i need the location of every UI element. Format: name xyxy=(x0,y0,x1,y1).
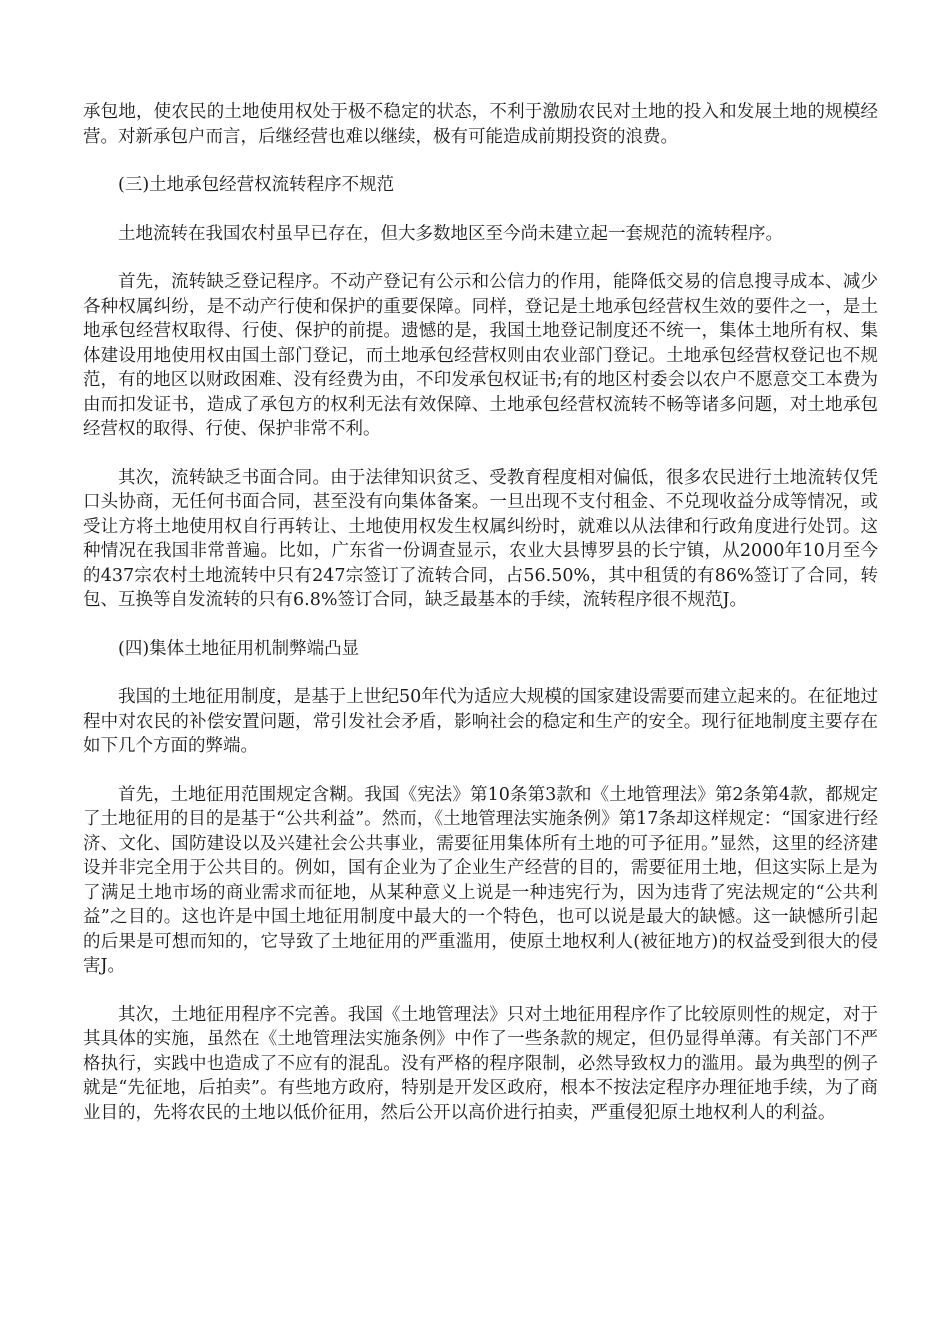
paragraph: 其次，土地征用程序不完善。我国《土地管理法》只对土地征用程序作了比较原则性的规定，对于其具体的实施，虽然在《土地管理法实施条例》中作了一些条款的规定，但仍显得单薄。有关部门不严格执行，实践中也造成了不应有的混乱。没有严格的程序限制，必然导致权力的滥用。最为典型的例子就是“先征地，后拍卖”。有些地方政府，特别是开发区政府，根本不按法定程序办理征地手续，为了商业目的，先将农民的土地以低价征用，然后公开以高价进行拍卖，严重侵犯原土地权利人的利益。 xyxy=(83,1004,878,1123)
paragraph: 其次，流转缺乏书面合同。由于法律知识贫乏、受教育程度相对偏低，很多农民进行土地流转仅凭口头协商，无任何书面合同，甚至没有向集体备案。一旦出现不支付租金、不兑现收益分成等情况，或受让方将土地使用权自行再转让、土地使用权发生权属纠纷时，就难以从法律和行政角度进行处罚。这种情况在我国非常普遍。比如，广东省一份调查显示，农业大县博罗县的长宁镇，从2000年10月至今的437宗农村土地流转中只有247宗签订了流转合同，占56.50%，其中租赁的有86%签订了合同，转包、互换等自发流转的只有6.8%签订合同，缺乏最基本的手续，流转程序很不规范J。 xyxy=(83,467,878,610)
section-heading-3: (三)土地承包经营权流转程序不规范 xyxy=(118,175,395,195)
paragraph: 首先，土地征用范围规定含糊。我国《宪法》第10条第3款和《土地管理法》第2条第4款，都规定了土地征用的目的是基于“公共利益”。然而，《土地管理法实施条例》第17条却这样规定：“国家进行经济、文化、国防建设以及兴建社会公共事业，需要征用集体所有土地的可予征用。”显然，这里的经济建设并非完全用于公共目的。例如，国有企业为了企业生产经营的目的，需要征用土地，但这实际上是为了满足土地市场的商业需求而征地，从某种意义上说是一种违宪行为，因为违背了宪法规定的“公共利益”之目的。这也许是中国土地征用制度中最大的一个特色，也可以说是最大的缺憾。这一缺憾所引起的后果是可想而知的，它导致了土地征用的严重滥用，使原土地权利人(被征地方)的权益受到很大的侵害J。 xyxy=(83,784,878,976)
paragraph: 土地流转在我国农村虽早已存在，但大多数地区至今尚未建立起一套规范的流转程序。 xyxy=(118,223,783,244)
paragraph: 我国的土地征用制度，是基于上世纪50年代为适应大规模的国家建设需要而建立起来的。在征地过程中对农民的补偿安置问题，常引发社会矛盾，影响社会的稳定和生产的安全。现行征地制度主要存在如下几个方面的弊端。 xyxy=(83,687,878,756)
paragraph-continuation: 承包地，使农民的土地使用权处于极不稳定的状态，不利于激励农民对土地的投入和发展土地的规模经营。对新承包户而言，后继经营也难以继续，极有可能造成前期投资的浪费。 xyxy=(83,102,878,147)
paragraph: 首先，流转缺乏登记程序。不动产登记有公示和公信力的作用，能降低交易的信息搜寻成本、减少各种权属纠纷，是不动产行使和保护的重要保障。同样，登记是土地承包经营权生效的要件之一，是土地承包经营权取得、行使、保护的前提。遗憾的是，我国土地登记制度还不统一，集体土地所有权、集体建设用地使用权由国土部门登记，而土地承包经营权则由农业部门登记。土地承包经营权登记也不规范，有的地区以财政困难、没有经费为由，不印发承包权证书;有的地区村委会以农户不愿意交工本费为由而扣发证书，造成了承包方的权利无法有效保障、土地承包经营权流转不畅等诸多问题，对土地承包经营权的取得、行使、保护非常不利。 xyxy=(83,272,878,439)
section-heading-4: (四)集体土地征用机制弊端凸显 xyxy=(118,638,360,659)
document-page xyxy=(83,100,878,1149)
